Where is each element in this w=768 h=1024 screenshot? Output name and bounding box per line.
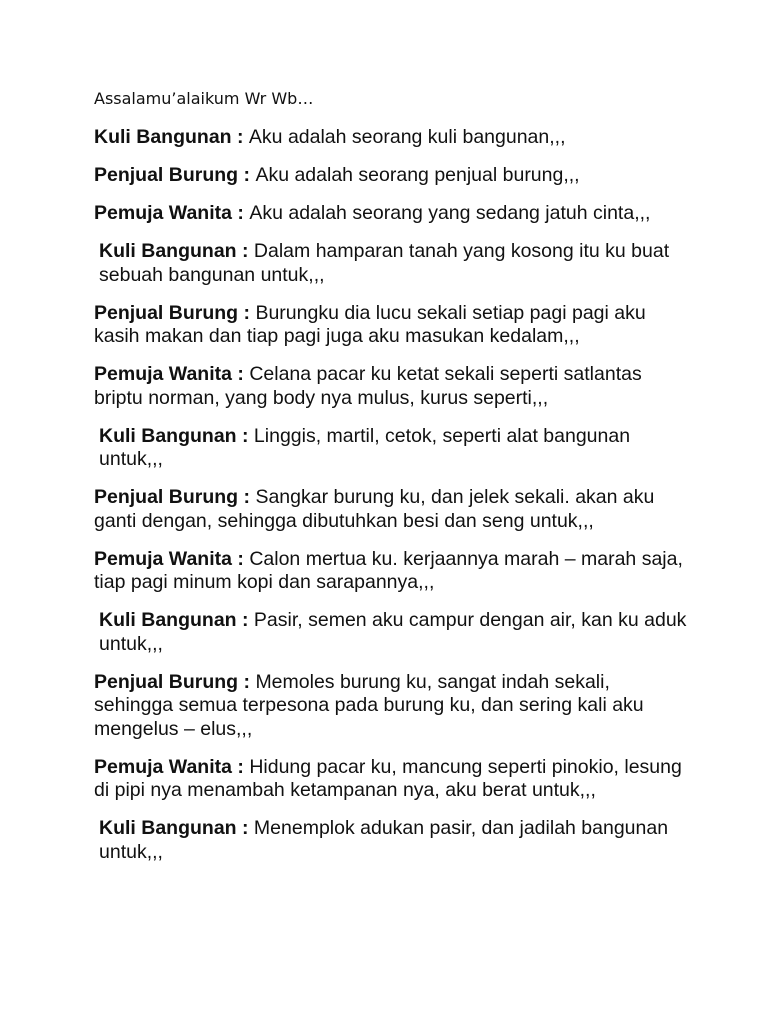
dialogue-text: Hidung pacar ku, mancung seperti pinokio, lesung di pipi nya menambah ketampanan nya, aku berat untuk,,,	[94, 755, 682, 801]
dialogue-line	[94, 202, 694, 226]
dialogue-text: Aku adalah seorang penjual burung,,,	[255, 164, 580, 186]
speaker-name: Pemuja Wanita	[94, 547, 232, 570]
dialogue-text: Menemplok adukan pasir, dan jadilah bangunan untuk,,,	[99, 817, 669, 863]
dialogue-line	[94, 126, 694, 150]
dialogue-line	[94, 756, 694, 803]
dialogue-line	[94, 363, 694, 410]
speaker-separator: :	[236, 424, 254, 447]
speaker-separator: :	[231, 202, 250, 224]
speaker-name: Kuli Bangunan	[99, 240, 237, 262]
speaker-separator: :	[236, 609, 254, 631]
speaker-name: Penjual Burung	[94, 670, 239, 693]
speaker-name: Kuli Bangunan	[94, 126, 232, 148]
dialogue-line	[94, 548, 694, 595]
speaker-separator: :	[231, 363, 250, 385]
dialogue-line	[94, 164, 694, 188]
dialogue-line	[94, 425, 694, 472]
dialogue-text: Aku adalah seorang yang sedang jatuh cinta,,,	[249, 202, 651, 224]
dialogue-text: Aku adalah seorang kuli bangunan,,,	[248, 126, 566, 148]
speaker-separator: :	[238, 164, 256, 186]
speaker-separator: :	[238, 670, 256, 693]
speaker-name: Penjual Burung	[94, 486, 239, 508]
dialogue-line	[94, 609, 694, 656]
speaker-name: Pemuja Wanita	[94, 363, 232, 385]
dialogue-line	[94, 240, 694, 287]
dialogue-text: Dalam hamparan tanah yang kosong itu ku buat sebuah bangunan untuk,,,	[99, 240, 670, 286]
dialogue-line	[94, 671, 694, 742]
speaker-separator: :	[238, 486, 256, 508]
speaker-separator: :	[236, 817, 254, 839]
speaker-name: Penjual Burung	[94, 164, 239, 186]
dialogue-text: Memoles burung ku, sangat indah sekali, sehingga semua terpesona pada burung ku, dan sering kali aku mengelus – elus,,,	[94, 670, 644, 740]
speaker-name: Pemuja Wanita	[94, 202, 232, 224]
dialogue-line	[94, 817, 694, 864]
dialogue-line	[94, 302, 694, 349]
greeting-heading: Assalamu’alaikum Wr Wb…	[94, 89, 314, 108]
speaker-separator: :	[231, 126, 249, 148]
dialogue-text: Calon mertua ku. kerjaannya marah – marah saja, tiap pagi minum kopi dan sarapannya,,,	[94, 547, 683, 593]
dialogue-text: Sangkar burung ku, dan jelek sekali. akan aku ganti dengan, sehingga dibutuhkan besi dan seng untuk,,,	[94, 486, 655, 532]
dialogue-text: Linggis, martil, cetok, seperti alat bangunan untuk,,,	[99, 424, 631, 470]
speaker-separator: :	[238, 301, 256, 324]
speaker-separator: :	[231, 547, 250, 570]
dialogue-text: Burungku dia lucu sekali setiap pagi pagi aku kasih makan dan tiap pagi juga aku masukan kedalam,,,	[94, 301, 646, 347]
dialogue-list	[94, 126, 694, 879]
dialogue-text: Celana pacar ku ketat sekali seperti satlantas briptu norman, yang body nya mulus, kurus seperti,,,	[94, 363, 642, 409]
speaker-name: Pemuja Wanita	[94, 755, 232, 778]
speaker-name: Penjual Burung	[94, 301, 239, 324]
dialogue-text: Pasir, semen aku campur dengan air, kan ku aduk untuk,,,	[99, 609, 687, 655]
speaker-name: Kuli Bangunan	[99, 817, 237, 839]
dialogue-line	[94, 486, 694, 533]
speaker-name: Kuli Bangunan	[99, 424, 237, 447]
speaker-name: Kuli Bangunan	[99, 609, 237, 631]
speaker-separator: :	[231, 755, 250, 778]
speaker-separator: :	[236, 240, 254, 262]
